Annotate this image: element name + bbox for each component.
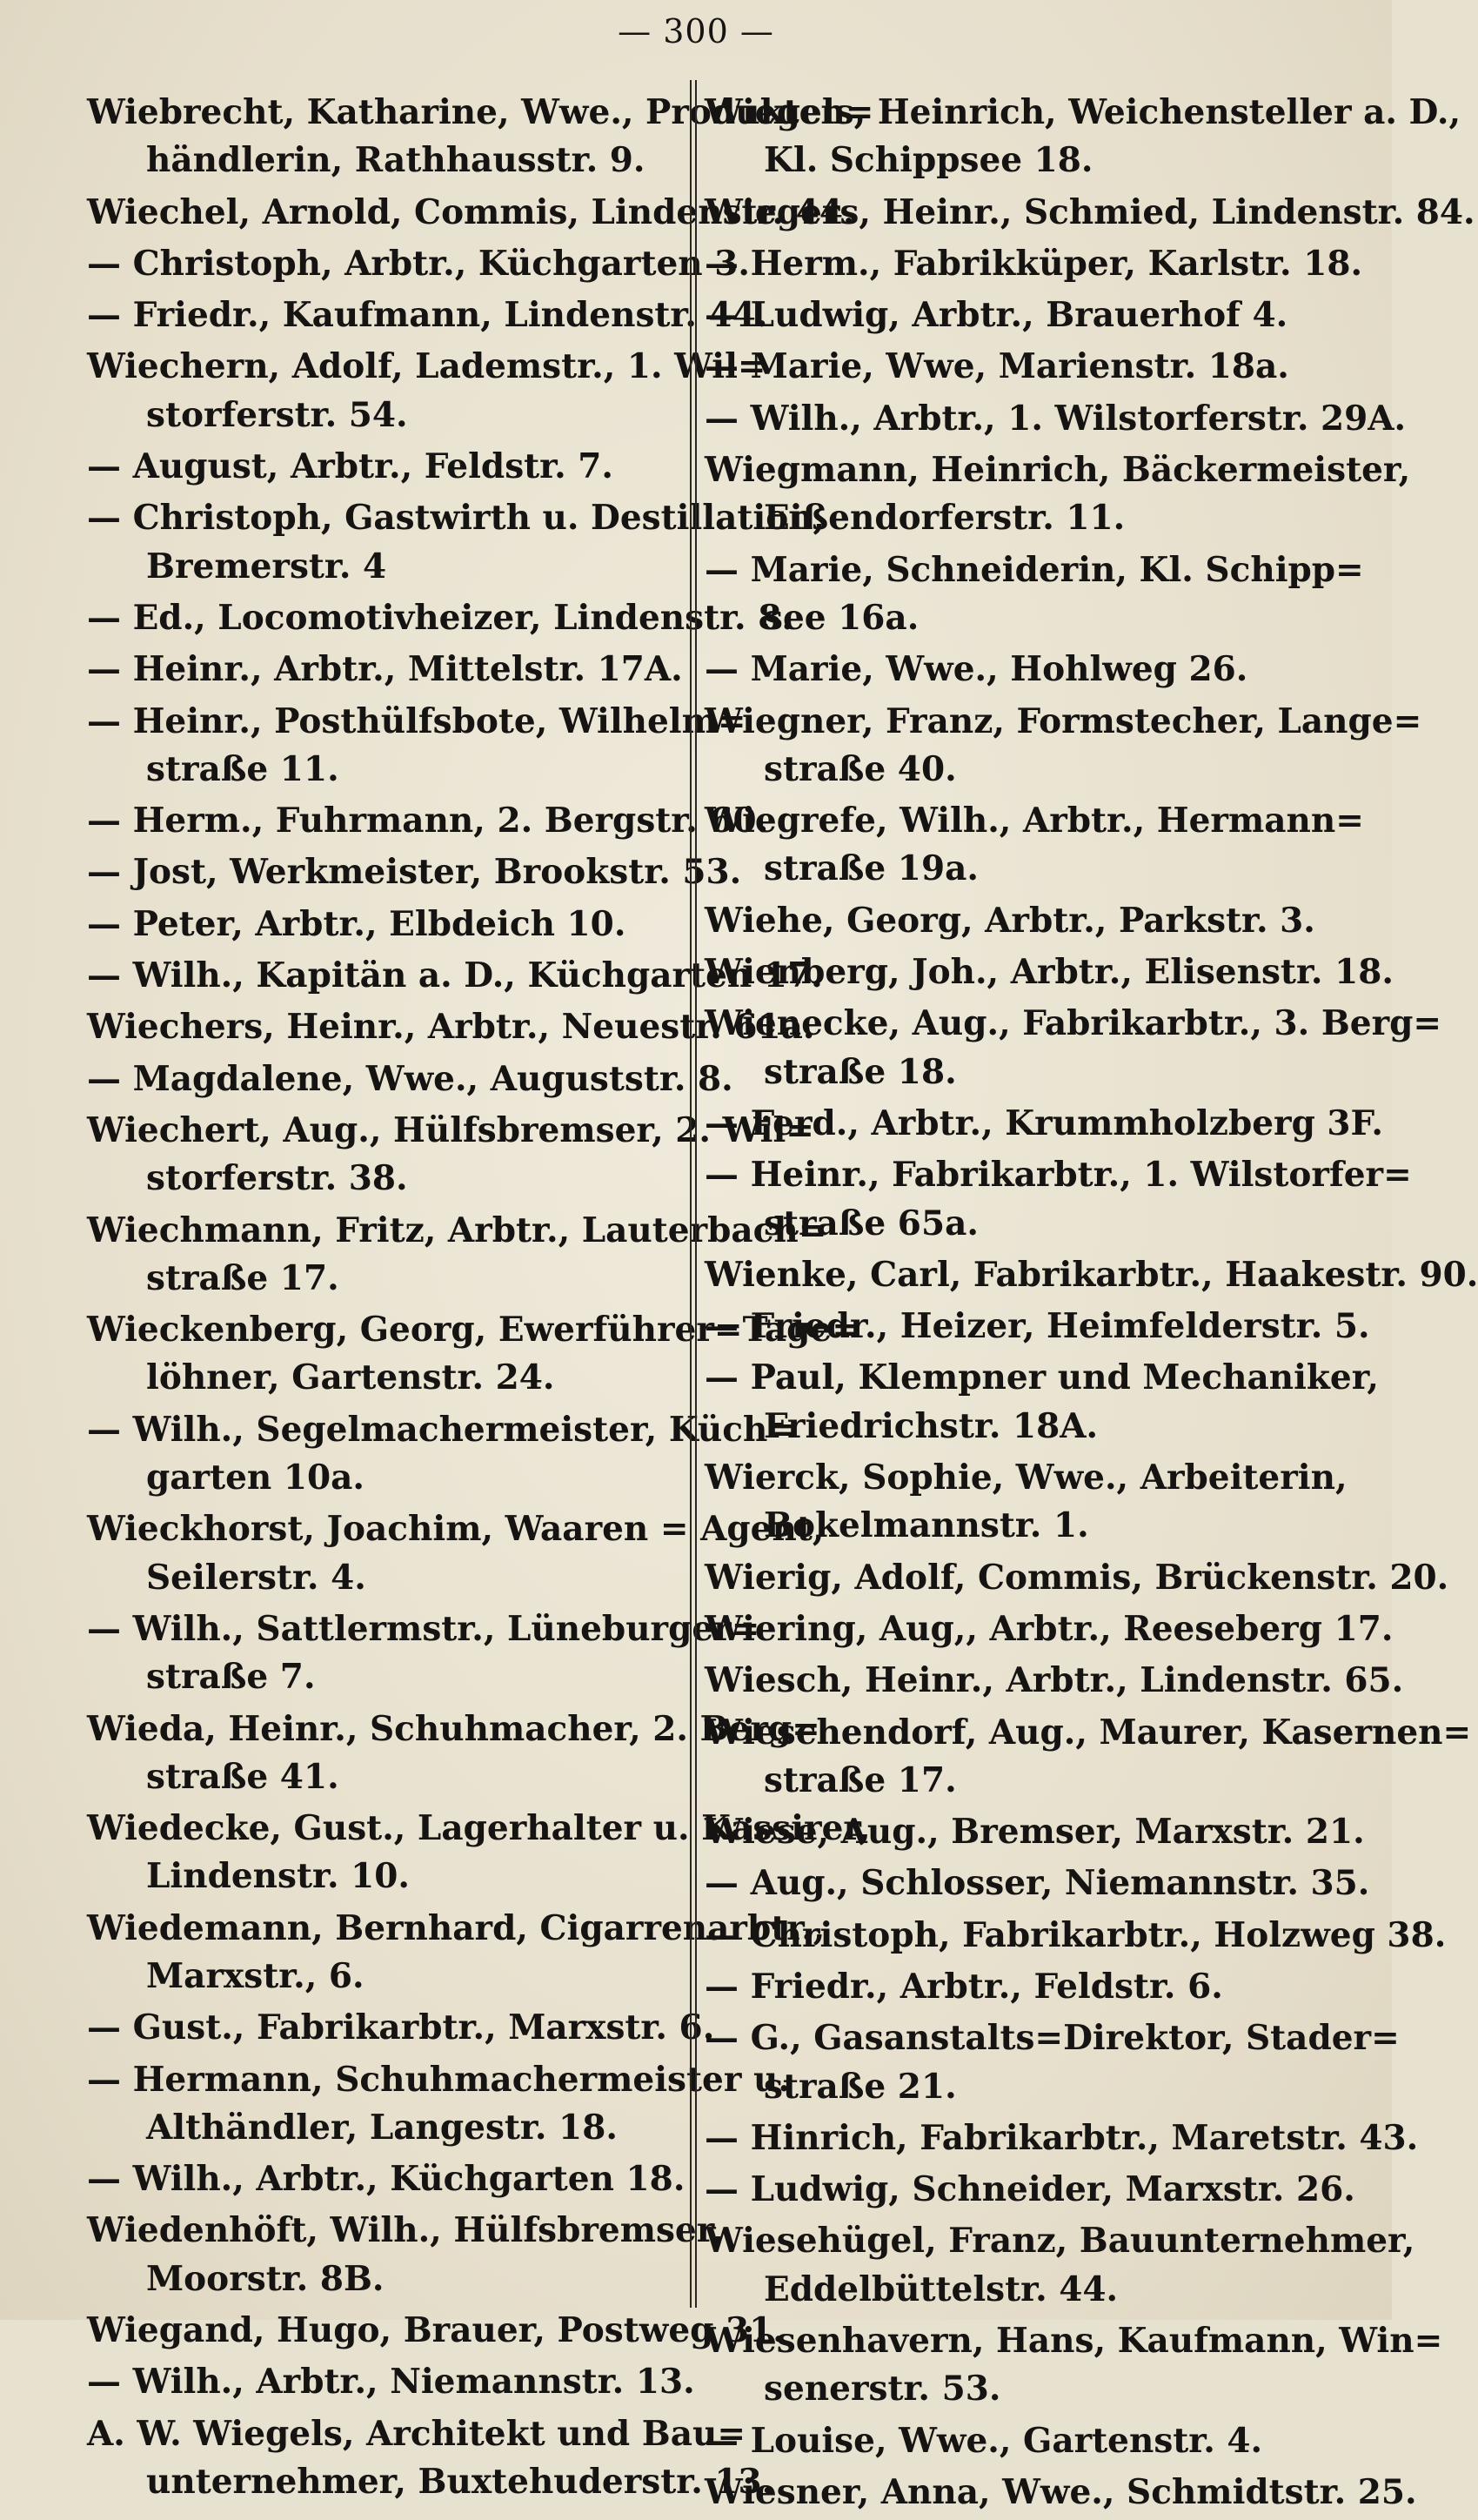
entry-continuation-line: Bremerstr. 4 (146, 546, 387, 586)
entry-line: Wiesehügel, Franz, Bauunternehmer, (705, 2221, 1415, 2262)
entry-continuation-line: Marxstr., 6. (146, 1955, 364, 1996)
entry-line: Wiegers, Heinr., Schmied, Lindenstr. 84. (705, 191, 1475, 232)
entry-line: Wienke, Carl, Fabrikarbtr., Haakestr. 90. (705, 1254, 1478, 1295)
directory-entry (705, 1354, 1380, 1451)
entry-line: — Magdalene, Wwe., Auguststr. 8. (87, 1058, 733, 1099)
directory-entry (705, 2417, 1305, 2465)
entry-continuation-line: straße 7. (146, 1657, 316, 1698)
entry-line: Wiechmann, Fritz, Arbtr., Lauterbach= (87, 1210, 827, 1250)
entry-line: Wieschendorf, Aug., Maurer, Kasernen= (705, 1712, 1472, 1753)
directory-entry (705, 2469, 1417, 2517)
entry-line: Wiegner, Franz, Formstecher, Lange= (705, 700, 1422, 741)
directory-entry (705, 1251, 1478, 1299)
directory-entry (87, 2056, 790, 2153)
directory-entry (87, 1605, 760, 1702)
directory-entry (87, 594, 793, 642)
entry-line: — Heinr., Posthülfsbote, Wilhelm= (87, 700, 746, 741)
entry-line: Wieda, Heinr., Schuhmacher, 2. Berg= (87, 1708, 820, 1749)
entry-continuation-line: straße 41. (146, 1756, 339, 1797)
entry-line: — Friedr., Heizer, Heimfelderstr. 5. (705, 1306, 1370, 1347)
entry-continuation-line: Seilerstr. 4. (146, 1557, 366, 1598)
directory-entry (705, 1100, 1383, 1148)
entry-line: Wieckhorst, Joachim, Waaren = Agent, (87, 1509, 825, 1550)
directory-entry (87, 646, 683, 694)
entry-continuation-line: see 16a. (764, 597, 920, 638)
entry-continuation-line: straße 17. (146, 1257, 339, 1298)
entry-line: — Herm., Fuhrmann, 2. Bergstr. 60. (87, 801, 769, 841)
entry-line: Wiedemann, Bernhard, Cigarrenarbtr., (87, 1907, 826, 1948)
entry-line: — Wilh., Kapitän a. D., Küchgarten 17. (87, 955, 823, 996)
entry-continuation-line: straße 17. (764, 1759, 957, 1800)
directory-entry (87, 1406, 797, 1503)
directory-entry (87, 443, 670, 491)
entry-line: — Hinrich, Fabrikarbtr., Maretstr. 43. (705, 2117, 1419, 2158)
entry-line: Wiesch, Heinr., Arbtr., Lindenstr. 65. (705, 1660, 1404, 1701)
directory-entry (87, 2358, 695, 2406)
directory-entry (705, 2166, 1355, 2214)
directory-entry (87, 1805, 871, 1901)
directory-entry (705, 1912, 1447, 1960)
entry-line: Wiechers, Heinr., Arbtr., Neuestr. 61a. (87, 1007, 815, 1048)
directory-entry (87, 2410, 774, 2507)
directory-entry (705, 897, 1315, 945)
entry-continuation-line: straße 65a. (764, 1203, 979, 1243)
entry-line: — Wilh., Arbtr., Niemannstr. 13. (87, 2362, 695, 2403)
directory-entry (705, 1605, 1394, 1653)
entry-line: Wienberg, Joh., Arbtr., Elisenstr. 18. (705, 952, 1394, 993)
entry-continuation-line: Eißendorferstr. 11. (764, 498, 1126, 539)
entry-line: — Marie, Schneiderin, Kl. Schipp= (705, 549, 1364, 590)
entry-line: Wierck, Sophie, Wwe., Arbeiterin, (705, 1458, 1348, 1498)
entry-continuation-line: storferstr. 54. (146, 394, 408, 435)
directory-entry (87, 1003, 815, 1051)
entry-line: — Marie, Wwe., Hohlweg 26. (705, 649, 1248, 690)
entry-line: Wiegrefe, Wilh., Arbtr., Hermann= (705, 801, 1364, 841)
entry-line: Wiehe, Georg, Arbtr., Parkstr. 3. (705, 900, 1315, 941)
entry-line: — Jost, Werkmeister, Brookstr. 53. (87, 852, 742, 893)
entry-line: Wiechel, Arnold, Commis, Lindenstr. 44. (87, 191, 855, 232)
page-number: — 300 — (618, 12, 774, 50)
directory-entry (87, 1306, 860, 1403)
entry-line: Wiegels, Heinrich, Weichensteller a. D., (705, 92, 1461, 132)
entry-line: Wiese, Aug., Bremser, Marxstr. 21. (705, 1812, 1365, 1853)
directory-entry (87, 89, 874, 185)
entry-line: — Friedr., Arbtr., Feldstr. 6. (705, 1966, 1223, 2007)
entry-line: — Gust., Fabrikarbtr., Marxstr. 6. (87, 2007, 715, 2048)
directory-entry (705, 2115, 1419, 2162)
directory-entry (705, 1000, 1442, 1096)
entry-line: — Wilh., Arbtr., 1. Wilstorferstr. 29A. (705, 398, 1407, 439)
entry-continuation-line: händlerin, Rathhausstr. 9. (146, 140, 645, 181)
directory-entry (705, 948, 1394, 996)
entry-continuation-line: Lindenstr. 10. (146, 1856, 410, 1897)
directory-entry (705, 292, 1305, 339)
entry-line: — Ludwig, Arbtr., Brauerhof 4. (705, 295, 1288, 336)
directory-entry (705, 1303, 1370, 1350)
entry-line: — Wilh., Sattlermstr., Lüneburger= (87, 1608, 760, 1649)
directory-entry (87, 1207, 827, 1304)
entry-continuation-line: Eddelbüttelstr. 44. (764, 2269, 1119, 2309)
entry-line: Wiesenhavern, Hans, Kaufmann, Win= (705, 2321, 1443, 2362)
directory-entry (87, 343, 766, 439)
entry-line: — Heinr., Arbtr., Mittelstr. 17A. (87, 649, 683, 690)
entry-continuation-line: garten 10a. (146, 1458, 364, 1498)
entry-line: — Aug., Schlosser, Niemannstr. 35. (705, 1863, 1370, 1904)
directory-entry (705, 1454, 1348, 1551)
entry-line: — Ludwig, Schneider, Marxstr. 26. (705, 2169, 1355, 2210)
entry-line: — Peter, Arbtr., Elbdeich 10. (87, 903, 626, 944)
directory-entry (705, 2317, 1443, 2414)
entry-line: — Friedr., Kaufmann, Lindenstr. 44. (87, 295, 768, 336)
directory-entry (705, 1657, 1404, 1705)
right-column (705, 89, 1478, 2520)
directory-entry (705, 189, 1475, 237)
directory-entry (705, 1554, 1449, 1602)
entry-line: — Wilh., Segelmachermeister, Küch= (87, 1409, 797, 1450)
directory-entry (705, 2217, 1415, 2314)
directory-entry (705, 1808, 1365, 1856)
entry-line: Wiering, Aug,, Arbtr., Reeseberg 17. (705, 1608, 1394, 1649)
directory-entry (87, 494, 826, 591)
entry-line: Wiedecke, Gust., Lagerhalter u. Kassirer, (87, 1808, 871, 1849)
entry-continuation-line: löhner, Gartenstr. 24. (146, 1357, 555, 1398)
directory-entry (705, 646, 1305, 694)
entry-line: — Christoph, Gastwirth u. Destillation, (87, 498, 826, 539)
entry-line: — August, Arbtr., Feldstr. 7. (87, 446, 613, 487)
directory-entry (705, 2014, 1400, 2111)
entry-line: — Wilh., Arbtr., Küchgarten 18. (87, 2159, 685, 2200)
entry-continuation-line: Kl. Schippsee 18. (764, 140, 1093, 181)
entry-line: Wieckenberg, Georg, Ewerführer=Tage= (87, 1310, 860, 1350)
directory-entry (87, 797, 769, 845)
entry-line: Wiedenhöft, Wilh., Hülfsbremser, (87, 2210, 725, 2251)
entry-line: Wiechern, Adolf, Lademstr., 1. Wil= (87, 346, 766, 387)
entry-continuation-line: straße 19a. (764, 848, 979, 889)
column-divider (690, 80, 697, 2308)
entry-line: — Christoph, Fabrikarbtr., Holzweg 38. (705, 1914, 1447, 1955)
entry-continuation-line: Bokelmannstr. 1. (764, 1505, 1089, 1546)
directory-entry (87, 2155, 685, 2203)
entry-line: — Hermann, Schuhmachermeister u. (87, 2059, 790, 2100)
directory-entry (87, 848, 742, 896)
entry-line: Wiegand, Hugo, Brauer, Postweg 31. (87, 2310, 785, 2351)
directory-entry (87, 1706, 820, 1802)
directory-entry (87, 189, 855, 237)
directory-entry (87, 1505, 825, 1602)
entry-continuation-line: unternehmer, Buxtehuderstr. 13. (146, 2461, 774, 2502)
directory-entry (705, 698, 1422, 794)
directory-entry (705, 89, 1461, 185)
directory-entry (87, 2207, 725, 2303)
directory-entry (87, 901, 670, 948)
directory-entry (705, 1151, 1412, 1248)
entry-line: A. W. Wiegels, Architekt und Bau= (87, 2413, 746, 2454)
entry-continuation-line: Althändler, Langestr. 18. (146, 2107, 618, 2148)
entry-line: Wienecke, Aug., Fabrikarbtr., 3. Berg= (705, 1003, 1442, 1044)
entry-continuation-line: straße 21. (764, 2066, 957, 2107)
entry-continuation-line: Moorstr. 8B. (146, 2258, 385, 2299)
entry-line: — Heinr., Fabrikarbtr., 1. Wilstorfer= (705, 1155, 1412, 1196)
entry-line: — Christoph, Arbtr., Küchgarten 3. (87, 243, 750, 284)
entry-continuation-line: senerstr. 53. (764, 2369, 1001, 2409)
entry-line: — Marie, Wwe, Marienstr. 18a. (705, 346, 1289, 387)
entry-line: — Herm., Fabrikküper, Karlstr. 18. (705, 243, 1363, 284)
directory-entry (87, 698, 746, 794)
entry-line: — G., Gasanstalts=Direktor, Stader= (705, 2018, 1400, 2059)
directory-entry (87, 2307, 785, 2355)
directory-entry (87, 2004, 715, 2052)
directory-entry (705, 395, 1407, 443)
directory-entry (705, 446, 1411, 543)
entry-line: Wiebrecht, Katharine, Wwe., Produkten= (87, 92, 874, 132)
directory-entry (87, 1107, 814, 1203)
directory-entry (87, 240, 750, 288)
directory-entry (705, 797, 1364, 894)
directory-entry (705, 240, 1363, 288)
entry-line: Wierig, Adolf, Commis, Brückenstr. 20. (705, 1557, 1449, 1598)
entry-continuation-line: straße 11. (146, 748, 339, 789)
entry-continuation-line: Friedrichstr. 18A. (764, 1405, 1099, 1446)
entry-line: Wiesner, Anna, Wwe., Schmidtstr. 25. (705, 2471, 1417, 2512)
entry-continuation-line: straße 40. (764, 748, 957, 789)
entry-line: — Ed., Locomotivheizer, Lindenstr. 8. (87, 597, 793, 638)
directory-entry (705, 1709, 1472, 1806)
directory-entry (87, 1905, 826, 2001)
directory-entry (705, 546, 1364, 643)
directory-entry (87, 1056, 733, 1103)
entry-continuation-line: straße 18. (764, 1051, 957, 1092)
directory-entry (705, 1860, 1370, 1907)
directory-entry (87, 292, 768, 339)
directory-entry (705, 343, 1305, 391)
entry-line: — Paul, Klempner und Mechaniker, (705, 1357, 1380, 1398)
entry-line: — Louise, Wwe., Gartenstr. 4. (705, 2420, 1263, 2461)
entry-continuation-line: storferstr. 38. (146, 1158, 408, 1199)
entry-line: Wiechert, Aug., Hülfsbremser, 2. Wil= (87, 1109, 814, 1150)
directory-entry (87, 952, 823, 1000)
entry-line: Wiegmann, Heinrich, Bäckermeister, (705, 450, 1411, 491)
directory-entry (705, 1963, 1305, 2011)
entry-line: — Ferd., Arbtr., Krummholzberg 3F. (705, 1102, 1383, 1143)
